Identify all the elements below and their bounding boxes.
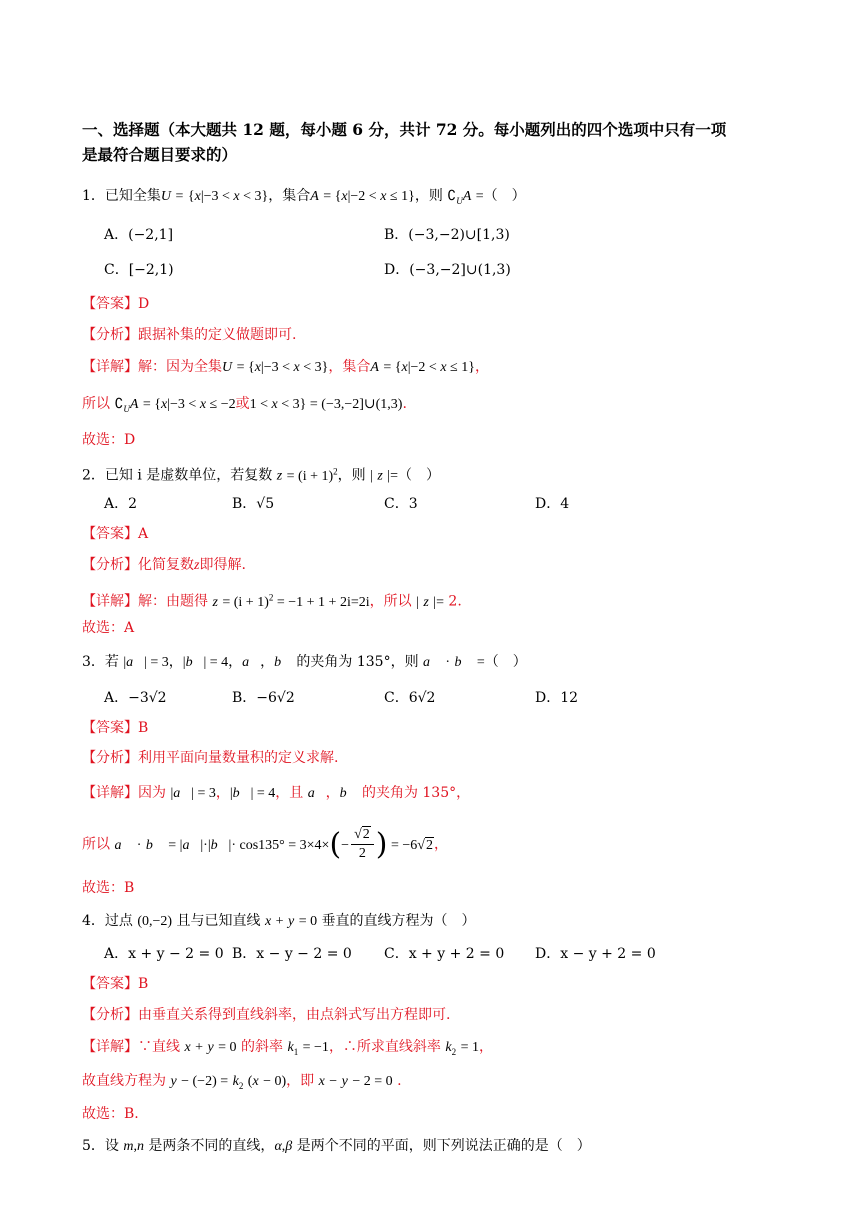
q3-option-a: A．−3√2 [104, 690, 167, 706]
q1-stem: 1．已知全集U = {x|−3 < x < 3}，集合A = {x|−2 < x ≤ 1}，则 $∁_UA$ =（ ） [82, 188, 526, 206]
q1-analysis: 【分析】跟据补集的定义做题即可. [82, 327, 297, 343]
q4-detail-2: 故直线方程为 $y - (-2) = k_2$ (x − 0)，即 x − y − 2 = 0 . [82, 1073, 402, 1091]
q2-option-c: C．3 [384, 496, 418, 512]
q2-detail: 【详解】解：由题得 $z = (i + 1)^2 = -1 + 1 + 2i=2i$，所以 | z |= 2. [82, 592, 462, 610]
q1-detail-1: 【详解】解：因为全集U = {x|−3 < x < 3}，集合A = {x|−2 < x ≤ 1}， [82, 359, 489, 375]
q4-detail-1: 【详解】∵直线 x + y = 0 的斜率 $k_1 = -1$，∴所求直线斜率 $k_2 = 1$， [82, 1039, 493, 1057]
q3-detail-2: 所以 a⃗ · b⃗ = |a⃗|·|b⃗|· cos135° = 3×4×(− $\frac{√2}{2}$ ) = −6√2， [82, 826, 448, 862]
q3-analysis: 【分析】利用平面向量数量积的定义求解. [82, 750, 339, 766]
q2-choose: 故选：A [82, 620, 135, 636]
q4-analysis: 【分析】由垂直关系得到直线斜率，由点斜式写出方程即可. [82, 1007, 451, 1023]
q2-stem: 2．已知 i 是虚数单位，若复数 $z = (i + 1)^2$，则 | z |=（ ） [82, 466, 440, 484]
section-title-line2: 是最符合题目要求的） [82, 145, 238, 164]
q3-answer: 【答案】B [82, 720, 149, 736]
q3-option-b: B．−6√2 [232, 690, 295, 706]
q1-detail-2: 所以 $∁_UA = \{x|-3 < x \le -2$或1 < x < 3} = (−3,−2]∪(1,3). [82, 396, 407, 414]
q1-choose: 故选：D [82, 432, 136, 448]
q2-option-d: D．4 [535, 496, 570, 512]
q4-stem: 4．过点 (0,−2) 且与已知直线 x + y = 0 垂直的直线方程为（ ） [82, 913, 476, 929]
q3-option-d: D．12 [535, 690, 579, 706]
q4-option-c: C．x + y + 2 = 0 [384, 946, 505, 962]
q4-answer: 【答案】B [82, 976, 149, 992]
q1-option-b: B．(−3,−2)∪[1,3) [384, 227, 510, 243]
q1-option-d: D．(−3,−2]∪(1,3) [384, 262, 511, 278]
section-title-line1: 一、选择题（本大题共 12 题，每小题 6 分，共计 72 分。每小题列出的四个选项中只有一项 [82, 120, 727, 139]
q4-option-d: D．x − y + 2 = 0 [535, 946, 656, 962]
q3-detail-1: 【详解】因为 |a⃗| = 3，|b⃗| = 4，且 a⃗，b⃗ 的夹角为 135°， [82, 785, 471, 801]
q2-analysis: 【分析】化简复数z即得解. [82, 557, 246, 573]
q1-option-c: C．[−2,1) [104, 262, 174, 278]
q4-choose: 故选：B. [82, 1106, 139, 1122]
q3-stem: 3．若 |a⃗| = 3，|b⃗| = 4，a⃗，b⃗ 的夹角为 135°，则 a⃗ · b⃗ =（ ） [82, 654, 527, 670]
q2-option-b: B．√5 [232, 496, 275, 512]
q3-choose: 故选：B [82, 880, 135, 896]
q5-stem: 5．设 m,n 是两条不同的直线，α,β 是两个不同的平面，则下列说法正确的是（ ） [82, 1138, 591, 1154]
q3-option-c: C．6√2 [384, 690, 436, 706]
q4-option-a: A．x + y − 2 = 0 [104, 946, 224, 962]
q1-option-a: A．(−2,1] [104, 227, 174, 243]
q2-answer: 【答案】A [82, 526, 149, 542]
q1-answer: 【答案】D [82, 296, 150, 312]
q2-option-a: A．2 [104, 496, 138, 512]
q4-option-b: B．x − y − 2 = 0 [232, 946, 352, 962]
